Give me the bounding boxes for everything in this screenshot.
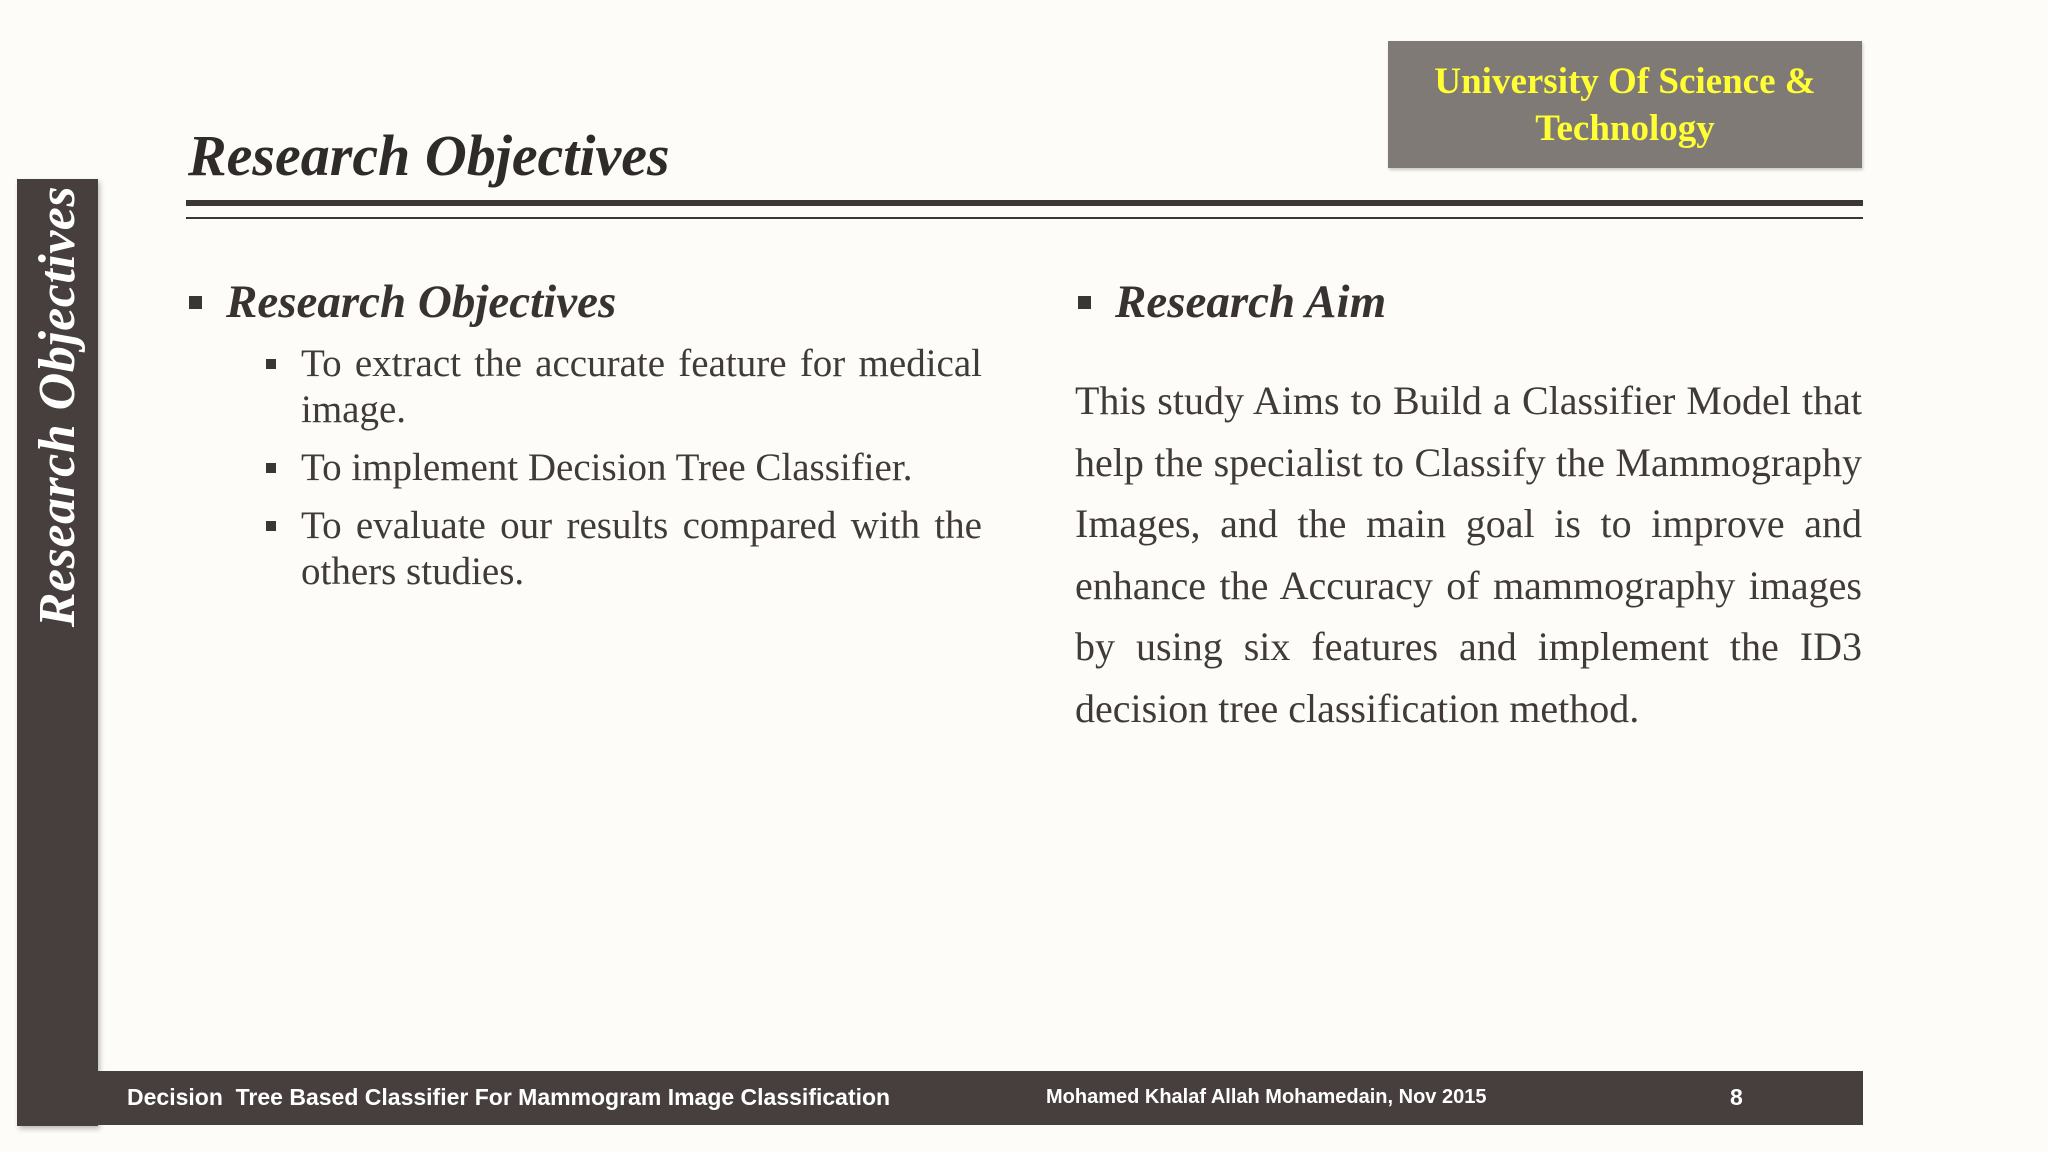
bullet-square-icon bbox=[1078, 296, 1091, 309]
objectives-list bbox=[266, 341, 982, 607]
aim-heading bbox=[1078, 272, 1386, 332]
bullet-square-icon bbox=[266, 359, 276, 369]
list-item bbox=[266, 503, 982, 595]
title-rule-thick bbox=[186, 200, 1863, 206]
sidebar-title-container bbox=[22, 182, 94, 630]
bullet-square-icon bbox=[189, 296, 202, 309]
page-number: 8 bbox=[1730, 1084, 1743, 1110]
list-item-text: To evaluate our results compared with the others studies. bbox=[301, 504, 982, 593]
objectives-heading-text: Research Objectives bbox=[226, 276, 617, 328]
footer-bar bbox=[98, 1071, 1863, 1125]
aim-heading-text: Research Aim bbox=[1115, 276, 1387, 328]
aim-paragraph: This study Aims to Build a Classifier Model that help the specialist to Classify the Mammography Images, and the main goal is to improve and enhance the Accuracy of mammography images by using six features and implement the ID3 decision tree classification method. bbox=[1075, 378, 1862, 731]
university-name: University Of Science & Technology bbox=[1434, 60, 1816, 149]
footer-title: Decision Tree Based Classifier For Mammogram Image Classification bbox=[127, 1084, 891, 1110]
list-item bbox=[266, 341, 982, 433]
list-item-text: To implement Decision Tree Classifier. bbox=[301, 446, 913, 489]
list-item bbox=[266, 445, 982, 491]
university-banner bbox=[1388, 41, 1862, 168]
list-item-text: To extract the accurate feature for medical image. bbox=[301, 342, 982, 431]
title-rule-thin bbox=[186, 217, 1863, 219]
slide-title: Research Objectives bbox=[188, 123, 670, 188]
sidebar-title: Research Objectives bbox=[29, 185, 87, 627]
bullet-square-icon bbox=[266, 463, 276, 473]
footer-author: Mohamed Khalaf Allah Mohamedain, Nov 2015 bbox=[1046, 1086, 1487, 1108]
objectives-heading bbox=[189, 272, 616, 332]
bullet-square-icon bbox=[266, 521, 276, 531]
